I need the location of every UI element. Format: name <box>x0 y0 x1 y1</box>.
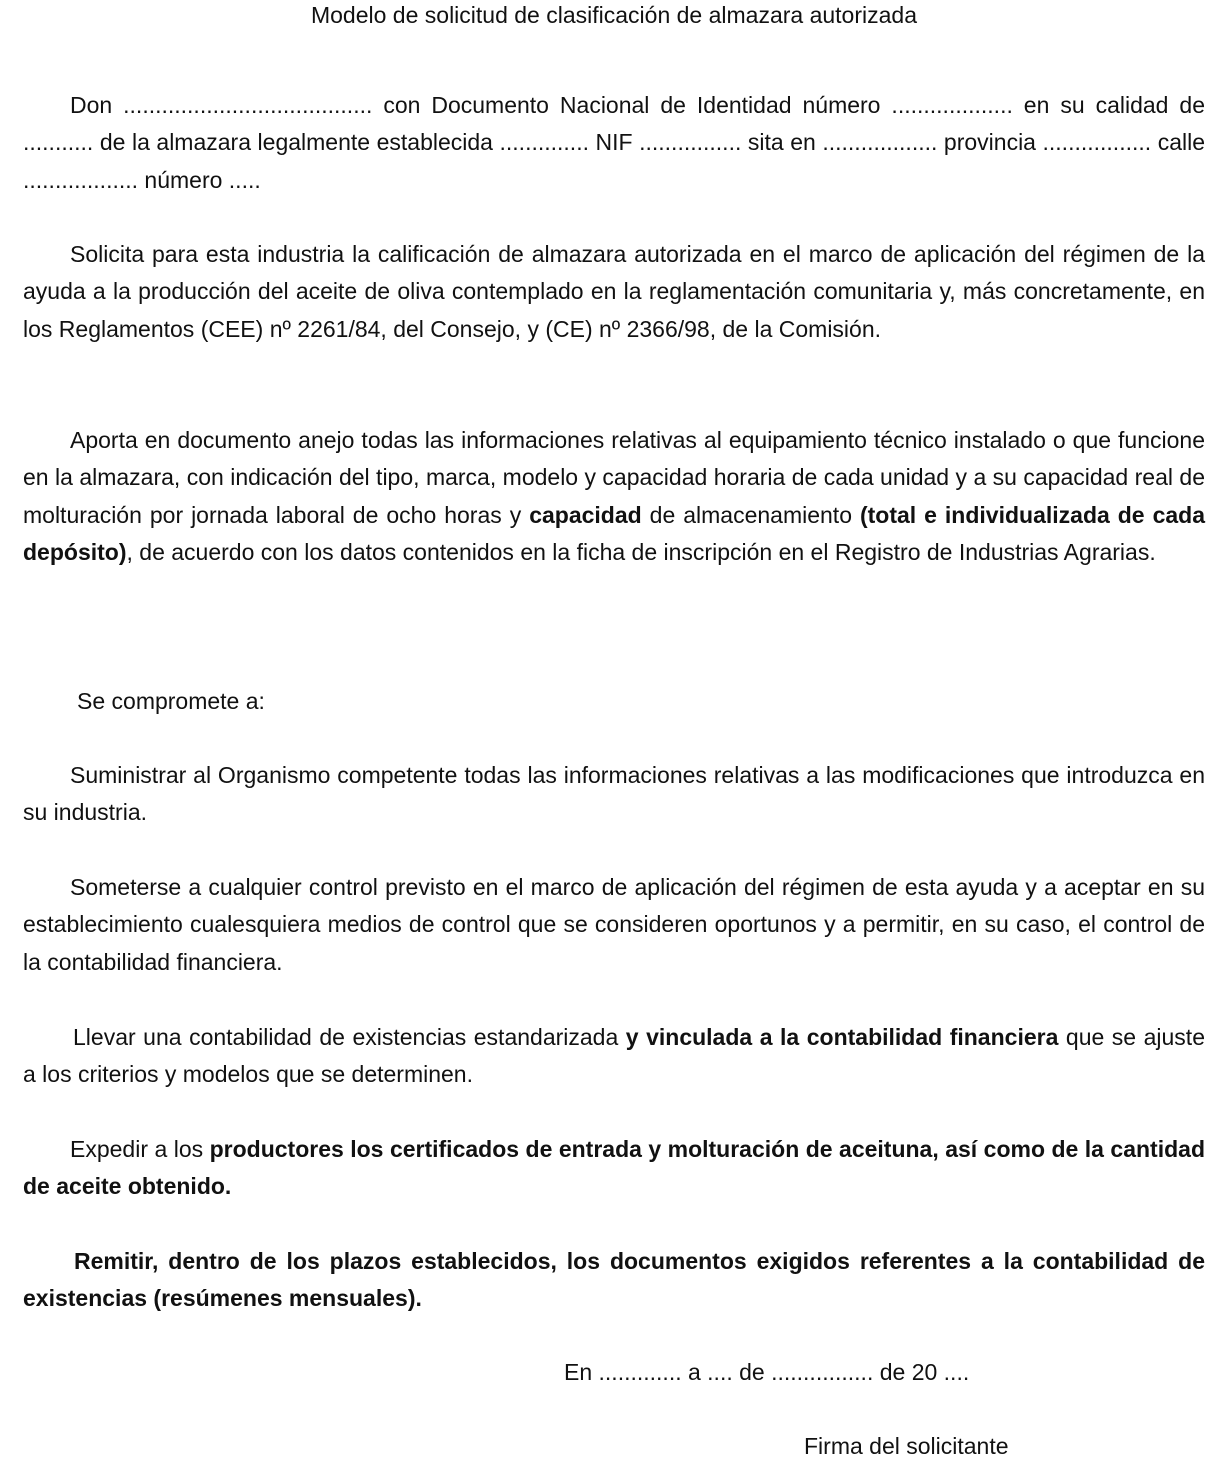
someterse-paragraph: Someterse a cualquier control previsto en el marco de aplicación del régimen de esta ayuda y a aceptar en su establecimiento cualesquiera medios de control que se consideren oportunos y a permitir, en su caso, el control de la contabilidad financiera. <box>23 874 1205 975</box>
llevar-paragraph <box>23 1019 1205 1094</box>
suministrar-paragraph: Suministrar al Organismo competente todas las informaciones relativas a las modificaciones que introduzca en su industria. <box>23 762 1205 826</box>
document-title: Modelo de solicitud de clasificación de almazara autorizada <box>310 2 917 28</box>
aporta-bold-2: (total e individualizada de cada depósito) <box>23 501 1205 565</box>
date-place-line: En ............. a .... de ................ de 20 .... <box>564 1359 970 1385</box>
compromete-heading: Se compromete a: <box>77 688 265 714</box>
signature-label: Firma del solicitante <box>804 1433 1009 1459</box>
aporta-text-1: Aporta en documento anejo todas las informaciones relativas al equipamiento técnico instalado o que funcione en la almazara, con indicación del tipo, marca, modelo y capacidad horaria de cada unidad y a su capacidad real de molturación por jornada laboral de ocho horas y <box>23 427 1205 528</box>
llevar-text-2: que se ajuste a los criterios y modelos que se determinen. <box>23 1024 1205 1088</box>
remitir-paragraph: Remitir, dentro de los plazos establecidos, los documentos exigidos referentes a la contabilidad de existencias (resúmenes mensuales). <box>23 1248 1205 1312</box>
aporta-text-2: de almacenamiento <box>641 501 860 528</box>
applicant-text: Don ....................................... con Documento Nacional de Identidad número ................... en su calidad de ........... de la almazara legalmente establecida .............. NIF ................ sita en .................. provincia ................. calle .................. número ..... <box>23 92 1205 193</box>
expedir-text-1: Expedir a los <box>70 1136 210 1162</box>
llevar-text-1: Llevar una contabilidad de existencias estandarizada <box>73 1024 626 1050</box>
aporta-bold-1: capacidad <box>529 501 642 528</box>
applicant-paragraph <box>23 87 1205 199</box>
expedir-paragraph <box>23 1131 1205 1206</box>
expedir-bold-1: productores los certificados de entrada y molturación de aceituna, así como de la cantidad de aceite obtenido. <box>23 1136 1205 1200</box>
aporta-paragraph <box>23 422 1205 571</box>
solicita-paragraph: Solicita para esta industria la calificación de almazara autorizada en el marco de aplicación del régimen de la ayuda a la producción del aceite de oliva contemplado en la reglamentación comunitaria y, más concretamente, en los Reglamentos (CEE) nº 2261/84, del Consejo, y (CE) nº 2366/98, de la Comisión. <box>23 241 1205 342</box>
llevar-bold-1: y vinculada a la contabilidad financiera <box>625 1024 1059 1050</box>
aporta-text-3: , de acuerdo con los datos contenidos en la ficha de inscripción en el Registro de Industrias Agrarias. <box>126 538 1156 565</box>
